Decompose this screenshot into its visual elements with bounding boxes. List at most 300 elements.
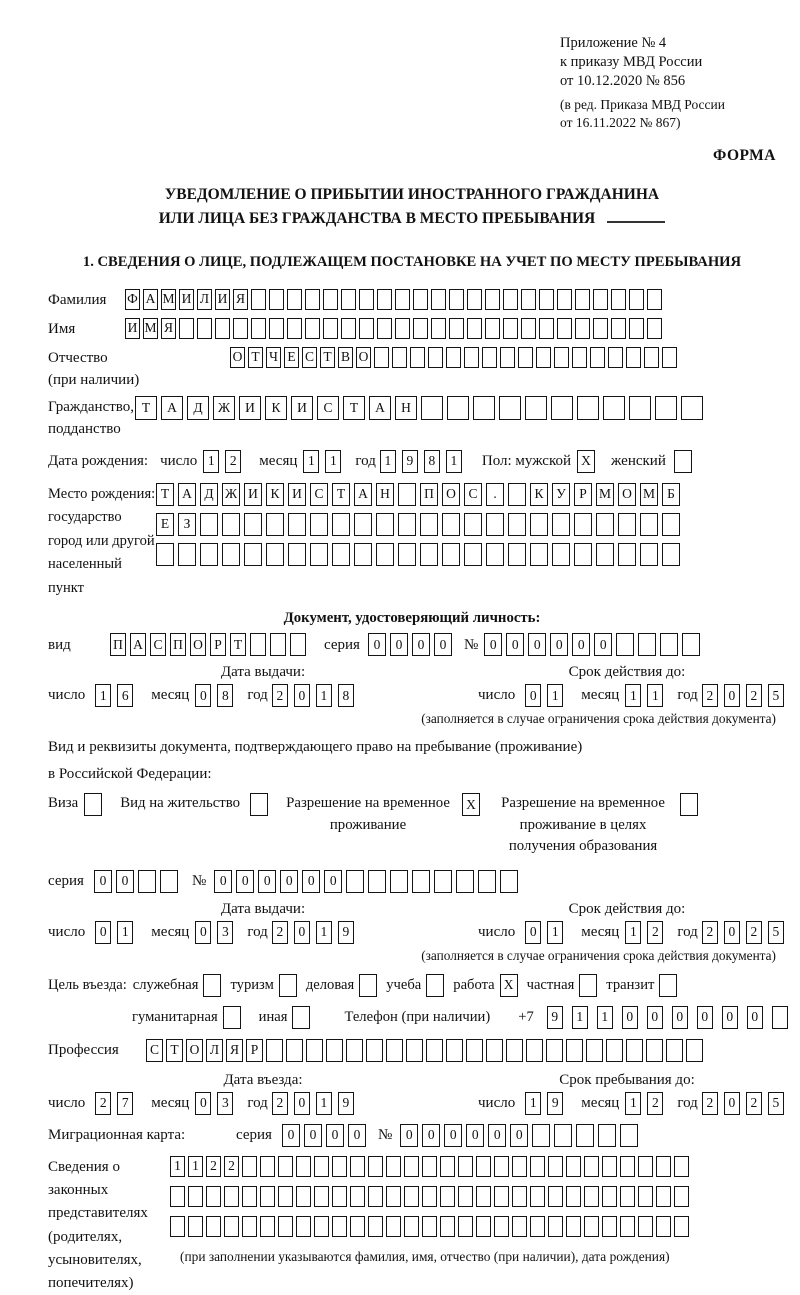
residence-issue-day-input[interactable] [95, 921, 139, 944]
char-box[interactable] [314, 1156, 329, 1177]
char-box[interactable]: 2 [206, 1156, 221, 1177]
char-box[interactable] [486, 1039, 503, 1062]
char-box[interactable] [456, 870, 474, 893]
char-box[interactable] [606, 1039, 623, 1062]
char-box[interactable]: И [239, 396, 261, 420]
char-box[interactable] [603, 396, 625, 420]
char-box[interactable] [395, 318, 410, 339]
char-box[interactable]: 0 [95, 921, 111, 944]
char-box[interactable]: Т [332, 483, 350, 506]
char-box[interactable]: Н [376, 483, 394, 506]
entry-month-input[interactable] [195, 1092, 239, 1115]
purpose-business-checkbox[interactable] [198, 974, 221, 997]
char-box[interactable] [306, 1039, 323, 1062]
char-box[interactable]: 0 [594, 633, 612, 656]
char-box[interactable] [656, 1216, 671, 1237]
char-box[interactable]: М [640, 483, 658, 506]
char-box[interactable]: 0 [294, 1092, 310, 1115]
char-box[interactable] [84, 793, 102, 816]
char-box[interactable]: 0 [412, 633, 430, 656]
char-box[interactable]: Я [226, 1039, 243, 1062]
char-box[interactable] [674, 1216, 689, 1237]
residence-issue-year-input[interactable] [272, 921, 360, 944]
char-box[interactable]: Б [662, 483, 680, 506]
char-box[interactable] [440, 1156, 455, 1177]
char-box[interactable] [170, 1216, 185, 1237]
char-box[interactable] [420, 513, 438, 536]
char-box[interactable] [596, 513, 614, 536]
char-box[interactable]: 2 [702, 1092, 718, 1115]
char-box[interactable]: 2 [647, 1092, 663, 1115]
char-box[interactable] [170, 1186, 185, 1207]
char-box[interactable]: 0 [390, 633, 408, 656]
char-box[interactable]: 1 [303, 450, 319, 473]
char-box[interactable]: 0 [348, 1124, 366, 1147]
char-box[interactable]: И [244, 483, 262, 506]
char-box[interactable]: 5 [768, 921, 784, 944]
char-box[interactable] [482, 347, 497, 368]
char-box[interactable] [548, 1216, 563, 1237]
char-box[interactable]: 0 [280, 870, 298, 893]
char-box[interactable]: 2 [224, 1156, 239, 1177]
char-box[interactable] [467, 289, 482, 310]
char-box[interactable] [681, 396, 703, 420]
char-box[interactable] [288, 513, 306, 536]
char-box[interactable]: 0 [525, 921, 541, 944]
char-box[interactable] [655, 396, 677, 420]
char-box[interactable]: С [310, 483, 328, 506]
char-box[interactable] [323, 318, 338, 339]
char-box[interactable]: У [552, 483, 570, 506]
char-box[interactable]: М [143, 318, 158, 339]
char-box[interactable]: С [146, 1039, 163, 1062]
char-box[interactable] [440, 1216, 455, 1237]
char-box[interactable]: 1 [572, 1006, 588, 1029]
char-box[interactable] [233, 318, 248, 339]
char-box[interactable] [224, 1186, 239, 1207]
char-box[interactable] [566, 1216, 581, 1237]
char-box[interactable]: 0 [528, 633, 546, 656]
char-box[interactable] [608, 347, 623, 368]
char-box[interactable]: 9 [547, 1092, 563, 1115]
char-box[interactable] [242, 1156, 257, 1177]
char-box[interactable] [526, 1039, 543, 1062]
char-box[interactable] [376, 513, 394, 536]
char-box[interactable] [486, 543, 504, 566]
char-box[interactable] [584, 1186, 599, 1207]
char-box[interactable]: 0 [724, 1092, 740, 1115]
char-box[interactable] [467, 318, 482, 339]
char-box[interactable] [160, 870, 178, 893]
purpose-transit-checkbox[interactable] [654, 974, 677, 997]
char-box[interactable]: 1 [446, 450, 462, 473]
char-box[interactable] [376, 543, 394, 566]
doc-validity-month-input[interactable] [625, 684, 669, 707]
char-box[interactable] [575, 318, 590, 339]
firstname-input[interactable] [125, 318, 665, 339]
char-box[interactable] [260, 1186, 275, 1207]
char-box[interactable] [290, 633, 306, 656]
char-box[interactable]: Т [166, 1039, 183, 1062]
char-box[interactable]: О [190, 633, 206, 656]
char-box[interactable] [244, 543, 262, 566]
patronymic-input[interactable] [230, 347, 680, 368]
char-box[interactable] [287, 289, 302, 310]
char-box[interactable] [552, 513, 570, 536]
char-box[interactable] [566, 1039, 583, 1062]
char-box[interactable] [629, 318, 644, 339]
char-box[interactable] [638, 633, 656, 656]
char-box[interactable]: К [265, 396, 287, 420]
char-box[interactable] [506, 1039, 523, 1062]
char-box[interactable] [686, 1039, 703, 1062]
char-box[interactable] [314, 1216, 329, 1237]
char-box[interactable] [188, 1216, 203, 1237]
char-box[interactable]: 0 [324, 870, 342, 893]
stay-year-input[interactable] [702, 1092, 790, 1115]
char-box[interactable]: 2 [702, 684, 718, 707]
char-box[interactable] [206, 1186, 221, 1207]
legal-row1-input[interactable] [170, 1156, 776, 1177]
char-box[interactable] [266, 1039, 283, 1062]
char-box[interactable] [296, 1156, 311, 1177]
char-box[interactable] [242, 1216, 257, 1237]
char-box[interactable] [674, 450, 692, 473]
char-box[interactable] [518, 347, 533, 368]
char-box[interactable] [332, 1186, 347, 1207]
char-box[interactable] [638, 1156, 653, 1177]
char-box[interactable] [656, 1186, 671, 1207]
char-box[interactable] [278, 1216, 293, 1237]
purpose-work-checkbox[interactable] [495, 974, 518, 997]
char-box[interactable]: Ч [266, 347, 281, 368]
char-box[interactable]: 5 [768, 684, 784, 707]
char-box[interactable] [503, 289, 518, 310]
char-box[interactable]: 2 [272, 684, 288, 707]
char-box[interactable] [576, 1124, 594, 1147]
char-box[interactable]: 0 [506, 633, 524, 656]
char-box[interactable] [215, 318, 230, 339]
char-box[interactable]: 0 [94, 870, 112, 893]
char-box[interactable] [682, 633, 700, 656]
char-box[interactable]: 2 [272, 1092, 288, 1115]
char-box[interactable]: И [179, 289, 194, 310]
char-box[interactable] [530, 1186, 545, 1207]
char-box[interactable] [530, 543, 548, 566]
char-box[interactable]: 0 [525, 684, 541, 707]
char-box[interactable]: Т [343, 396, 365, 420]
char-box[interactable] [386, 1039, 403, 1062]
char-box[interactable]: П [170, 633, 186, 656]
char-box[interactable] [572, 347, 587, 368]
stay-day-input[interactable] [525, 1092, 569, 1115]
char-box[interactable]: 0 [258, 870, 276, 893]
char-box[interactable]: 1 [597, 1006, 613, 1029]
char-box[interactable]: 2 [702, 921, 718, 944]
char-box[interactable] [548, 1186, 563, 1207]
char-box[interactable] [485, 289, 500, 310]
char-box[interactable] [374, 347, 389, 368]
char-box[interactable] [551, 396, 573, 420]
char-box[interactable] [278, 1186, 293, 1207]
char-box[interactable] [197, 318, 212, 339]
char-box[interactable] [413, 318, 428, 339]
char-box[interactable] [466, 1039, 483, 1062]
char-box[interactable]: И [288, 483, 306, 506]
birth-year-input[interactable] [380, 450, 468, 473]
char-box[interactable]: Ф [125, 289, 140, 310]
char-box[interactable] [368, 870, 386, 893]
char-box[interactable] [590, 347, 605, 368]
char-box[interactable] [354, 513, 372, 536]
char-box[interactable]: Т [320, 347, 335, 368]
char-box[interactable] [406, 1039, 423, 1062]
char-box[interactable] [478, 870, 496, 893]
temp-permit-edu-checkbox[interactable] [680, 793, 698, 816]
char-box[interactable] [620, 1216, 635, 1237]
char-box[interactable]: 1 [316, 921, 332, 944]
char-box[interactable]: В [338, 347, 353, 368]
char-box[interactable]: 0 [488, 1124, 506, 1147]
char-box[interactable]: Л [206, 1039, 223, 1062]
char-box[interactable]: 0 [724, 921, 740, 944]
char-box[interactable]: 0 [195, 684, 211, 707]
char-box[interactable] [422, 1216, 437, 1237]
char-box[interactable] [577, 396, 599, 420]
char-box[interactable] [203, 974, 221, 997]
char-box[interactable] [449, 289, 464, 310]
char-box[interactable] [310, 513, 328, 536]
char-box[interactable] [596, 543, 614, 566]
char-box[interactable] [464, 543, 482, 566]
char-box[interactable] [426, 1039, 443, 1062]
char-box[interactable]: С [464, 483, 482, 506]
char-box[interactable]: 0 [422, 1124, 440, 1147]
char-box[interactable] [476, 1186, 491, 1207]
char-box[interactable]: 2 [95, 1092, 111, 1115]
char-box[interactable] [368, 1216, 383, 1237]
char-box[interactable] [611, 289, 626, 310]
char-box[interactable]: 2 [746, 1092, 762, 1115]
char-box[interactable] [666, 1039, 683, 1062]
doc-validity-year-input[interactable] [702, 684, 790, 707]
char-box[interactable] [512, 1156, 527, 1177]
char-box[interactable] [638, 1186, 653, 1207]
purpose-private-checkbox[interactable] [574, 974, 597, 997]
char-box[interactable] [620, 1124, 638, 1147]
char-box[interactable] [442, 543, 460, 566]
doc-type-input[interactable] [110, 633, 310, 656]
migration-number-input[interactable] [400, 1124, 642, 1147]
char-box[interactable]: Р [574, 483, 592, 506]
char-box[interactable] [377, 289, 392, 310]
char-box[interactable] [554, 1124, 572, 1147]
char-box[interactable]: 0 [400, 1124, 418, 1147]
char-box[interactable]: Е [284, 347, 299, 368]
char-box[interactable]: 1 [316, 1092, 332, 1115]
char-box[interactable]: П [110, 633, 126, 656]
char-box[interactable]: 1 [380, 450, 396, 473]
char-box[interactable] [659, 974, 677, 997]
char-box[interactable]: А [161, 396, 183, 420]
birthplace-row1-input[interactable] [156, 483, 684, 506]
char-box[interactable] [602, 1216, 617, 1237]
char-box[interactable]: Ж [213, 396, 235, 420]
char-box[interactable]: 1 [625, 1092, 641, 1115]
char-box[interactable]: Т [230, 633, 246, 656]
char-box[interactable]: 2 [647, 921, 663, 944]
char-box[interactable] [476, 1156, 491, 1177]
char-box[interactable]: 1 [95, 684, 111, 707]
sex-female-checkbox[interactable] [674, 450, 692, 473]
char-box[interactable] [557, 318, 572, 339]
char-box[interactable]: А [143, 289, 158, 310]
char-box[interactable] [458, 1156, 473, 1177]
char-box[interactable] [485, 318, 500, 339]
char-box[interactable]: 3 [217, 1092, 233, 1115]
char-box[interactable] [584, 1216, 599, 1237]
stay-month-input[interactable] [625, 1092, 669, 1115]
char-box[interactable]: 0 [722, 1006, 738, 1029]
char-box[interactable] [431, 289, 446, 310]
char-box[interactable]: Д [187, 396, 209, 420]
char-box[interactable] [566, 1186, 581, 1207]
char-box[interactable] [602, 1186, 617, 1207]
char-box[interactable] [269, 289, 284, 310]
char-box[interactable]: 1 [625, 921, 641, 944]
char-box[interactable]: Я [161, 318, 176, 339]
char-box[interactable]: С [317, 396, 339, 420]
char-box[interactable] [332, 1216, 347, 1237]
char-box[interactable] [222, 513, 240, 536]
char-box[interactable] [346, 1039, 363, 1062]
char-box[interactable] [422, 1156, 437, 1177]
char-box[interactable]: 0 [368, 633, 386, 656]
char-box[interactable] [278, 1156, 293, 1177]
char-box[interactable] [503, 318, 518, 339]
char-box[interactable] [584, 1156, 599, 1177]
doc-issue-year-input[interactable] [272, 684, 360, 707]
char-box[interactable]: 0 [444, 1124, 462, 1147]
char-box[interactable] [626, 347, 641, 368]
char-box[interactable] [552, 543, 570, 566]
char-box[interactable] [579, 974, 597, 997]
char-box[interactable] [368, 1186, 383, 1207]
char-box[interactable] [557, 289, 572, 310]
char-box[interactable] [647, 289, 662, 310]
char-box[interactable]: М [161, 289, 176, 310]
char-box[interactable]: А [178, 483, 196, 506]
residence-issue-month-input[interactable] [195, 921, 239, 944]
char-box[interactable]: 0 [195, 1092, 211, 1115]
char-box[interactable] [660, 633, 678, 656]
char-box[interactable]: Д [200, 483, 218, 506]
birthplace-row2-input[interactable] [156, 513, 684, 536]
profession-input[interactable] [146, 1039, 706, 1062]
char-box[interactable] [593, 289, 608, 310]
char-box[interactable]: 9 [402, 450, 418, 473]
char-box[interactable]: К [530, 483, 548, 506]
char-box[interactable]: 0 [510, 1124, 528, 1147]
doc-validity-day-input[interactable] [525, 684, 569, 707]
char-box[interactable]: 0 [302, 870, 320, 893]
char-box[interactable] [530, 513, 548, 536]
char-box[interactable]: О [230, 347, 245, 368]
char-box[interactable] [323, 289, 338, 310]
char-box[interactable] [464, 513, 482, 536]
char-box[interactable]: 0 [550, 633, 568, 656]
char-box[interactable]: О [356, 347, 371, 368]
char-box[interactable] [620, 1156, 635, 1177]
char-box[interactable] [206, 1216, 221, 1237]
char-box[interactable] [341, 318, 356, 339]
char-box[interactable]: . [486, 483, 504, 506]
char-box[interactable] [404, 1186, 419, 1207]
purpose-tourism-checkbox[interactable] [274, 974, 297, 997]
char-box[interactable] [602, 1156, 617, 1177]
char-box[interactable] [287, 318, 302, 339]
char-box[interactable] [386, 1156, 401, 1177]
char-box[interactable] [473, 396, 495, 420]
char-box[interactable] [586, 1039, 603, 1062]
char-box[interactable] [662, 347, 677, 368]
char-box[interactable] [392, 347, 407, 368]
char-box[interactable] [680, 793, 698, 816]
char-box[interactable] [616, 633, 634, 656]
char-box[interactable] [224, 1216, 239, 1237]
char-box[interactable]: И [215, 289, 230, 310]
char-box[interactable]: 0 [304, 1124, 322, 1147]
char-box[interactable] [476, 1216, 491, 1237]
char-box[interactable] [332, 513, 350, 536]
char-box[interactable]: Т [248, 347, 263, 368]
char-box[interactable] [266, 513, 284, 536]
char-box[interactable]: 0 [747, 1006, 763, 1029]
char-box[interactable]: 0 [294, 684, 310, 707]
char-box[interactable] [286, 1039, 303, 1062]
char-box[interactable] [250, 633, 266, 656]
char-box[interactable]: 1 [203, 450, 219, 473]
residence-permit-checkbox[interactable] [250, 793, 268, 816]
char-box[interactable]: 0 [647, 1006, 663, 1029]
char-box[interactable]: 0 [572, 633, 590, 656]
char-box[interactable]: О [186, 1039, 203, 1062]
purpose-humanitarian-checkbox[interactable] [218, 1006, 241, 1029]
char-box[interactable] [305, 289, 320, 310]
char-box[interactable] [138, 870, 156, 893]
char-box[interactable]: 5 [768, 1092, 784, 1115]
legal-row3-input[interactable] [170, 1216, 776, 1237]
char-box[interactable] [359, 318, 374, 339]
doc-series-input[interactable] [368, 633, 456, 656]
char-box[interactable]: И [291, 396, 313, 420]
char-box[interactable] [422, 1186, 437, 1207]
residence-series-input[interactable] [94, 870, 182, 893]
char-box[interactable] [626, 1039, 643, 1062]
char-box[interactable] [575, 289, 590, 310]
char-box[interactable] [314, 1186, 329, 1207]
char-box[interactable]: 0 [282, 1124, 300, 1147]
surname-input[interactable] [125, 289, 665, 310]
char-box[interactable] [421, 396, 443, 420]
char-box[interactable] [296, 1186, 311, 1207]
char-box[interactable] [390, 870, 408, 893]
phone-input[interactable] [542, 1006, 792, 1029]
sex-male-checkbox[interactable] [577, 450, 595, 473]
char-box[interactable]: 3 [217, 921, 233, 944]
char-box[interactable] [260, 1216, 275, 1237]
char-box[interactable] [548, 1156, 563, 1177]
